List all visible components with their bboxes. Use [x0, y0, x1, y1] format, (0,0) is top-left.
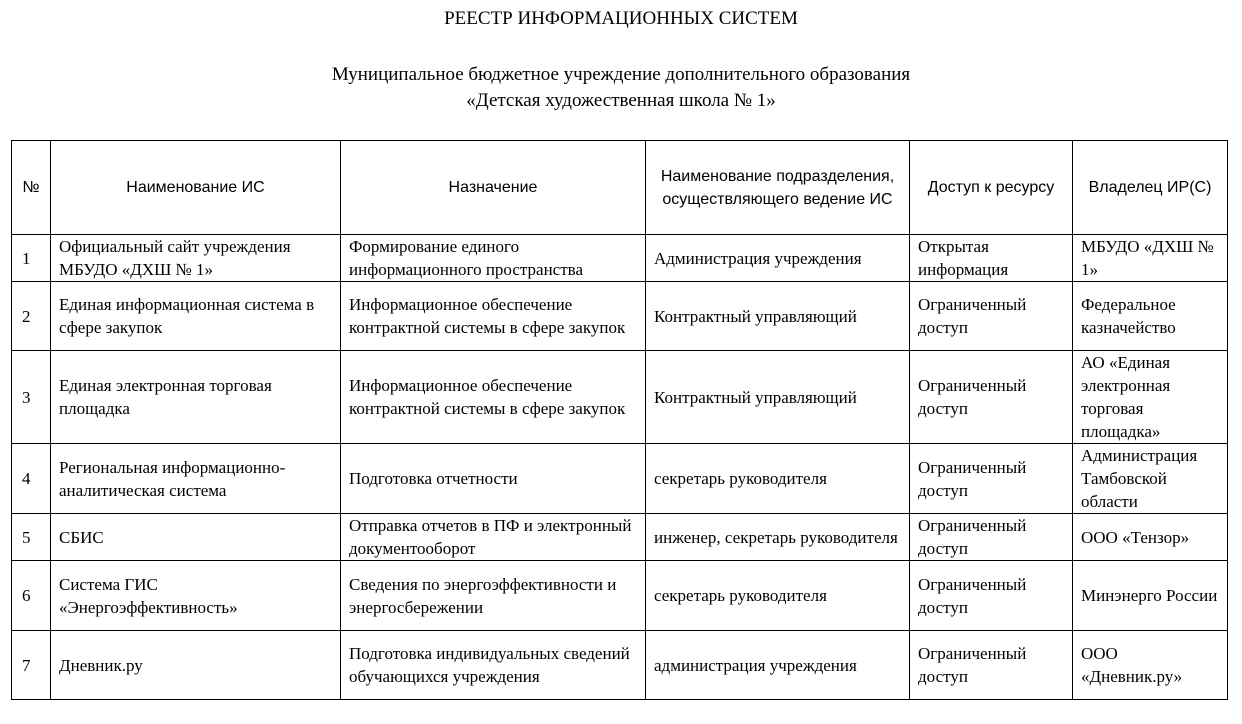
cell-name: Единая информационная система в сфере закупок — [51, 282, 341, 351]
document-title: РЕЕСТР ИНФОРМАЦИОННЫХ СИСТЕМ — [444, 8, 798, 29]
cell-owner: АО «Единая электронная торговая площадка» — [1073, 351, 1228, 444]
cell-purpose: Информационное обеспечение контрактной системы в сфере закупок — [341, 351, 646, 444]
cell-department: инженер, секретарь руководителя — [646, 514, 910, 561]
header-num: № — [12, 141, 51, 235]
cell-access: Ограниченный доступ — [910, 282, 1073, 351]
cell-owner: ООО «Дневник.ру» — [1073, 631, 1228, 700]
cell-access: Ограниченный доступ — [910, 561, 1073, 631]
table-row — [12, 235, 1228, 282]
cell-num: 7 — [12, 631, 51, 700]
cell-num: 3 — [12, 351, 51, 444]
header-name: Наименование ИС — [51, 141, 341, 235]
header-purpose: Назначение — [341, 141, 646, 235]
cell-owner: МБУДО «ДХШ № 1» — [1073, 235, 1228, 282]
cell-num: 1 — [12, 235, 51, 282]
cell-department: секретарь руководителя — [646, 561, 910, 631]
cell-name: Дневник.ру — [51, 631, 341, 700]
cell-owner: Минэнерго России — [1073, 561, 1228, 631]
cell-purpose: Формирование единого информационного пространства — [341, 235, 646, 282]
cell-access: Ограниченный доступ — [910, 514, 1073, 561]
cell-name: Система ГИС «Энергоэффективность» — [51, 561, 341, 631]
cell-access: Ограниченный доступ — [910, 631, 1073, 700]
cell-purpose: Подготовка индивидуальных сведений обучающихся учреждения — [341, 631, 646, 700]
cell-num: 2 — [12, 282, 51, 351]
cell-purpose: Отправка отчетов в ПФ и электронный документооборот — [341, 514, 646, 561]
cell-access: Ограниченный доступ — [910, 351, 1073, 444]
cell-owner: Администрация Тамбовской области — [1073, 444, 1228, 514]
header-owner: Владелец ИР(С) — [1073, 141, 1228, 235]
cell-name: Региональная информационно-аналитическая система — [51, 444, 341, 514]
cell-department: Контрактный управляющий — [646, 282, 910, 351]
table-row — [12, 282, 1228, 351]
table-row — [12, 514, 1228, 561]
cell-name: СБИС — [51, 514, 341, 561]
table-row — [12, 444, 1228, 514]
cell-department: Администрация учреждения — [646, 235, 910, 282]
cell-department: Контрактный управляющий — [646, 351, 910, 444]
cell-department: администрация учреждения — [646, 631, 910, 700]
table-row — [12, 351, 1228, 444]
organization-line-2: «Детская художественная школа № 1» — [466, 90, 776, 111]
organization-name — [0, 62, 1242, 114]
table-row — [12, 631, 1228, 700]
cell-purpose: Сведения по энергоэффективности и энергосбережении — [341, 561, 646, 631]
cell-department: секретарь руководителя — [646, 444, 910, 514]
table-row — [12, 561, 1228, 631]
cell-name: Единая электронная торговая площадка — [51, 351, 341, 444]
cell-access: Открытая информация — [910, 235, 1073, 282]
cell-access: Ограниченный доступ — [910, 444, 1073, 514]
cell-purpose: Информационное обеспечение контрактной системы в сфере закупок — [341, 282, 646, 351]
cell-num: 6 — [12, 561, 51, 631]
header-access: Доступ к ресурсу — [910, 141, 1073, 235]
cell-owner: Федеральное казначейство — [1073, 282, 1228, 351]
header-department: Наименование подразделения, осуществляющего ведение ИС — [646, 141, 910, 235]
cell-name: Официальный сайт учреждения МБУДО «ДХШ № 1» — [51, 235, 341, 282]
table-header-row — [12, 141, 1228, 235]
cell-num: 4 — [12, 444, 51, 514]
cell-num: 5 — [12, 514, 51, 561]
organization-line-1: Муниципальное бюджетное учреждение дополнительного образования — [331, 64, 911, 85]
cell-owner: ООО «Тензор» — [1073, 514, 1228, 561]
cell-purpose: Подготовка отчетности — [341, 444, 646, 514]
registry-table — [11, 140, 1228, 700]
